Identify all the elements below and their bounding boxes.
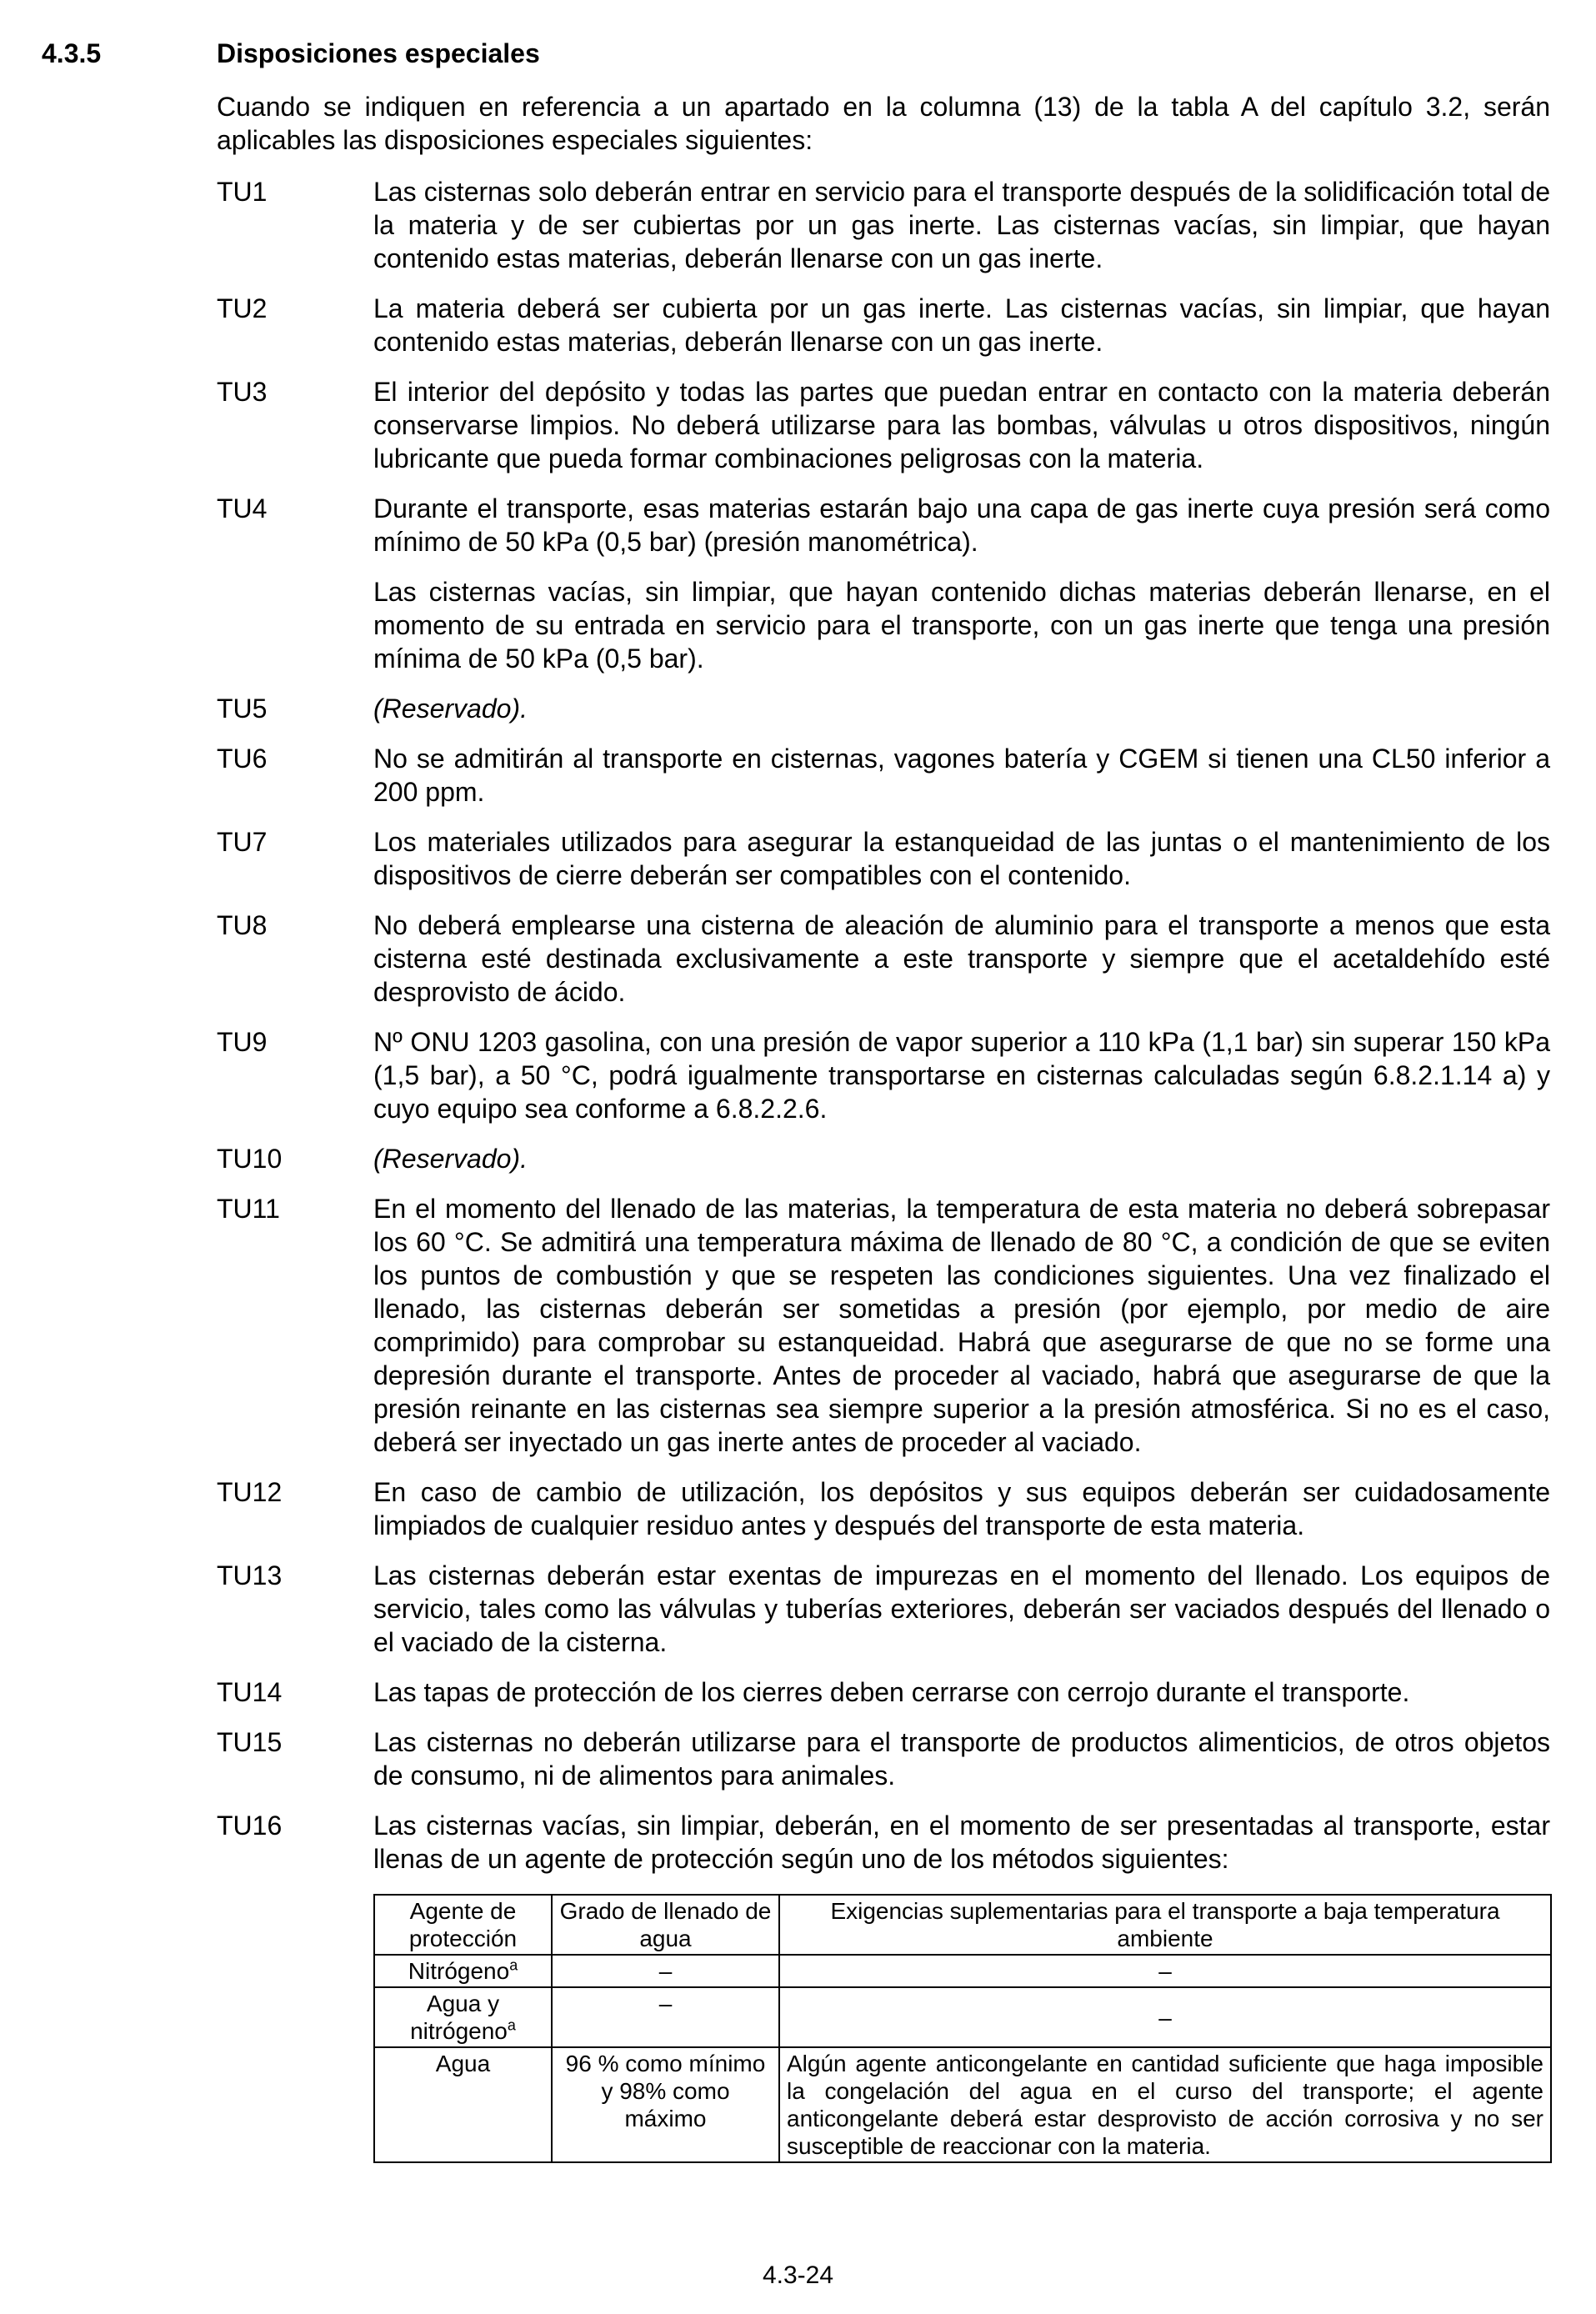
agent-name: Agua	[435, 2051, 491, 2076]
provision-code: TU3	[217, 377, 268, 407]
provision-entry-tu13	[217, 1559, 1550, 1659]
provision-text: (Reservado).	[373, 694, 528, 724]
provision-text: Las cisternas vacías, sin limpiar, deberán, en el momento de ser presentadas al transporte, estar llenas de un agente de protección según uno de los métodos siguientes:	[373, 1811, 1550, 1874]
provision-text: Las cisternas vacías, sin limpiar, que hayan contenido dichas materias deberán llenarse, en el momento de su entrada en servicio para el transporte, con un gas inerte que tenga una presión mínima de 50 kPa (0,5 bar).	[373, 577, 1550, 674]
protection-agents-table	[373, 1894, 1552, 2163]
table-row	[374, 1955, 1551, 1987]
provision-code: TU14	[217, 1677, 283, 1707]
provision-entry-tu2	[217, 292, 1550, 358]
provision-entry-tu3	[217, 375, 1550, 475]
table-header-cell: Grado de llenado de agua	[552, 1895, 779, 1955]
provision-text: No se admitirán al transporte en cisternas, vagones batería y CGEM si tienen una CL50 inferior a 200 ppm.	[373, 744, 1550, 807]
provision-entry-tu10	[217, 1142, 1550, 1175]
section-title: Disposiciones especiales	[217, 38, 540, 68]
provision-code: TU9	[217, 1027, 268, 1057]
provision-code: TU6	[217, 744, 268, 774]
provision-code: TU1	[217, 177, 268, 207]
provision-entry-tu6	[217, 742, 1550, 809]
provision-code: TU5	[217, 694, 268, 724]
provision-text: Las cisternas deberán estar exentas de impurezas en el momento del llenado. Los equipos de servicio, tales como las válvulas y tuberías exteriores, deberán ser vaciados después del llenado o el vaciado de la cisterna.	[373, 1560, 1550, 1657]
provision-entry-tu15	[217, 1725, 1550, 1792]
agent-name: Nitrógeno	[408, 1958, 510, 1984]
agent-cell	[374, 1955, 552, 1987]
table-header-row	[374, 1895, 1551, 1955]
table-header-cell: Agente de protección	[374, 1895, 552, 1955]
table-header-cell: Exigencias suplementarias para el transporte a baja temperatura ambiente	[779, 1895, 1551, 1955]
provision-code: TU11	[217, 1194, 280, 1224]
agent-cell	[374, 1987, 552, 2047]
provision-entry-tu16	[217, 1809, 1550, 2163]
page-number: 4.3-24	[762, 2261, 834, 2289]
provision-entry-tu14	[217, 1675, 1550, 1709]
provision-text: Durante el transporte, esas materias estarán bajo una capa de gas inerte cuya presión será como mínimo de 50 kPa (0,5 bar) (presión manométrica).	[373, 493, 1550, 557]
provision-entry-tu9	[217, 1025, 1550, 1125]
agent-name: Agua y nitrógeno	[410, 1991, 508, 2044]
provision-code: TU12	[217, 1477, 283, 1507]
intro-paragraph: Cuando se indiquen en referencia a un apartado en la columna (13) de la tabla A del capítulo 3.2, serán aplicables las disposiciones especiales siguientes:	[217, 92, 1550, 155]
requirement-cell: –	[779, 1955, 1551, 1987]
provision-code: TU2	[217, 293, 268, 323]
provision-text: En el momento del llenado de las materias, la temperatura de esta materia no deberá sobrepasar los 60 °C. Se admitirá una temperatura máxima de llenado de 80 °C, a condición de que se eviten los puntos de combustión y que se respeten las condiciones siguientes. Una vez finalizado el llenado, las cisternas deberán ser sometidas a presión (por ejemplo, por medio de aire comprimido) para comprobar su estanqueidad. Habrá que asegurarse de que no se forme una depresión durante el transporte. Antes de proceder al vaciado, habrá que asegurarse de que la presión reinante en las cisternas sea siempre superior a la presión atmosférica. Si no es el caso, deberá ser inyectado un gas inerte antes de proceder al vaciado.	[373, 1194, 1550, 1457]
provision-text: No deberá emplearse una cisterna de aleación de aluminio para el transporte a menos que esta cisterna esté destinada exclusivamente a este transporte y siempre que el acetaldehído esté desprovisto de ácido.	[373, 910, 1550, 1007]
provision-text: Los materiales utilizados para asegurar la estanqueidad de las juntas o el mantenimiento de los dispositivos de cierre deberán ser compatibles con el contenido.	[373, 827, 1550, 890]
provision-code: TU10	[217, 1144, 283, 1174]
provision-code: TU8	[217, 910, 268, 940]
provision-code: TU16	[217, 1811, 283, 1841]
fill-cell: –	[552, 1987, 779, 2047]
provision-entry-tu8	[217, 909, 1550, 1009]
footnote-marker: a	[507, 2016, 516, 2034]
footnote-marker: a	[509, 1956, 518, 1974]
provision-entry-tu7	[217, 825, 1550, 892]
provision-text: Las cisternas solo deberán entrar en servicio para el transporte después de la solidificación total de la materia y de ser cubiertas por un gas inerte. Las cisternas vacías, sin limpiar, que hayan contenido estas materias, deberán llenarse con un gas inerte.	[373, 177, 1550, 273]
provision-text: Nº ONU 1203 gasolina, con una presión de vapor superior a 110 kPa (1,1 bar) sin superar 150 kPa (1,5 bar), a 50 °C, podrá igualmente transportarse en cisternas calculadas según 6.8.2.1.14 a) y cuyo equipo sea conforme a 6.8.2.2.6.	[373, 1027, 1550, 1124]
provision-text: Las tapas de protección de los cierres deben cerrarse con cerrojo durante el transporte.	[373, 1677, 1410, 1707]
provision-entry-tu1	[217, 175, 1550, 275]
provision-entry-tu4	[217, 492, 1550, 675]
fill-cell: 96 % como mínimo y 98% como máximo	[552, 2047, 779, 2162]
fill-cell: –	[552, 1955, 779, 1987]
provision-code: TU4	[217, 493, 268, 523]
table-row	[374, 1987, 1551, 2047]
agent-cell	[374, 2047, 552, 2162]
requirement-cell: Algún agente anticongelante en cantidad suficiente que haga imposible la congelación del agua en el curso del transporte; el agente anticongelante deberá estar desprovisto de acción corrosiva y no ser susceptible de reaccionar con la materia.	[779, 2047, 1551, 2162]
provision-text: Las cisternas no deberán utilizarse para el transporte de productos alimenticios, de otros objetos de consumo, ni de alimentos para animales.	[373, 1727, 1550, 1791]
provisions-list	[217, 175, 1550, 2180]
requirement-cell: –	[779, 1987, 1551, 2047]
provision-code: TU15	[217, 1727, 283, 1757]
table-row	[374, 2047, 1551, 2162]
provision-text: El interior del depósito y todas las partes que puedan entrar en contacto con la materia deberán conservarse limpios. No deberá utilizarse para las bombas, válvulas u otros dispositivos, ningún lubricante que pueda formar combinaciones peligrosas con la materia.	[373, 377, 1550, 473]
provision-text: En caso de cambio de utilización, los depósitos y sus equipos deberán ser cuidadosamente limpiados de cualquier residuo antes y después del transporte de esta materia.	[373, 1477, 1550, 1540]
section-number: 4.3.5	[42, 38, 102, 68]
provision-entry-tu11	[217, 1192, 1550, 1459]
provision-code: TU13	[217, 1560, 283, 1590]
provision-text: (Reservado).	[373, 1144, 528, 1174]
provision-code: TU7	[217, 827, 268, 857]
provision-text: La materia deberá ser cubierta por un gas inerte. Las cisternas vacías, sin limpiar, que hayan contenido estas materias, deberán llenarse con un gas inerte.	[373, 293, 1550, 357]
provision-entry-tu5	[217, 692, 1550, 725]
provision-entry-tu12	[217, 1475, 1550, 1542]
